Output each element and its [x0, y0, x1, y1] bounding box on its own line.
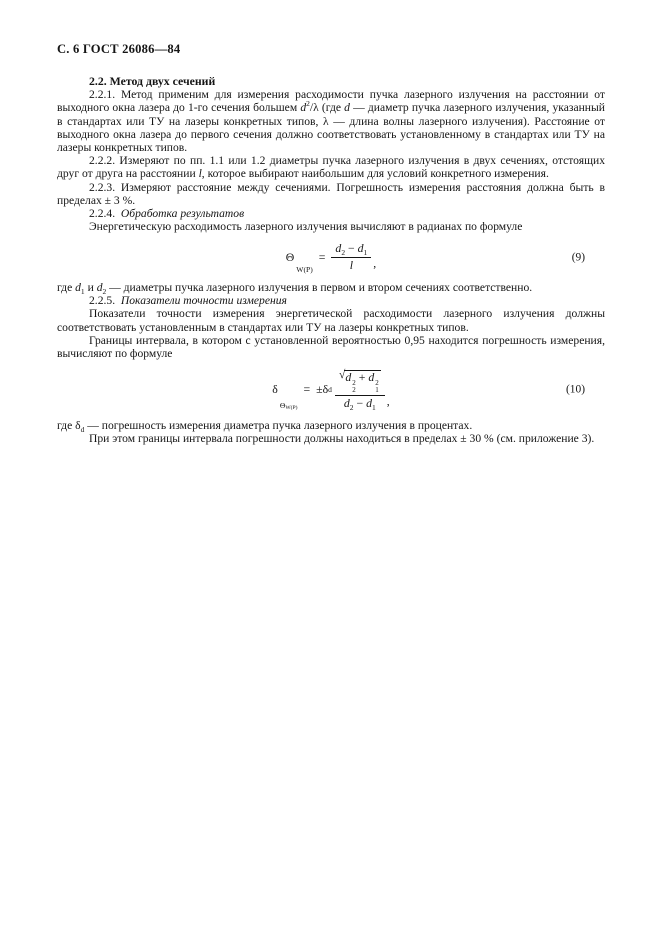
- var-d: d: [300, 101, 307, 115]
- var-d: d: [366, 396, 372, 411]
- paragraph-2-2-2: [57, 154, 605, 180]
- delta-d-subscript: d: [80, 424, 85, 434]
- page-header: С. 6 ГОСТ 26086—84: [57, 42, 181, 56]
- var-l: l: [349, 258, 353, 273]
- radicand: [344, 370, 380, 393]
- theta-symbol: Θ: [285, 249, 295, 264]
- paragraph-2-2-1-tail: — диаметр пучка лазерного излучения, указанный в стандартах или ТУ на лазеры конкретных типов, λ — длина волны лазерного излучения). Расстояние от выходного окна лазера до первого сечения должно соответствовать установленному в стандартах или ТУ на лазеры конкретных типов.: [57, 101, 605, 155]
- equals-sign: =: [318, 249, 326, 264]
- formula-9-number: (9): [571, 251, 585, 264]
- plus-minus-delta: ±δ: [316, 382, 329, 397]
- subscript-1: 1: [375, 385, 379, 394]
- subscript-2: 2: [102, 287, 107, 297]
- paragraph-where-9: [57, 281, 605, 297]
- var-d: d: [75, 281, 81, 295]
- subscript-1: 1: [363, 248, 368, 258]
- subscript-2: 2: [349, 403, 354, 413]
- delta-subscript: [280, 402, 298, 412]
- paragraph-2-2-5-b: Границы интервала, в котором с установленной вероятностью 0,95 находится погрешность измерения, вычисляют по формуле: [57, 333, 605, 361]
- sup-sub-d2: [352, 380, 356, 393]
- formula-comma: ,: [386, 394, 390, 409]
- heading-2-2-4-title: Обработка результатов: [120, 207, 245, 221]
- subscript-2: 2: [341, 248, 346, 258]
- var-d: d: [344, 101, 350, 115]
- delta-symbol: δ: [272, 382, 278, 397]
- where-9-tail: — диаметры пучка лазерного излучения в первом и втором сечениях соответственно.: [106, 281, 533, 295]
- square-root-icon: √: [338, 367, 346, 382]
- formula-10-number: (10): [566, 383, 585, 396]
- where-9-mid: и: [84, 281, 97, 295]
- heading-2-2-4-number: 2.2.4.: [89, 207, 116, 221]
- superscript-2: 2: [375, 379, 379, 388]
- var-d: d: [335, 241, 342, 256]
- paragraph-2-2-1-lead: 2.2.1. Метод применим для измерения расходимости пучка лазерного излучения на расстоянии от выходного окна лазера до 1-го сечения большем: [57, 88, 605, 115]
- fraction-9-denominator: [331, 258, 371, 272]
- paragraph-2-2-5-a: Показатели точности измерения энергетической расходимости лазерного излучения должны соответствовать установленным в стандартах или ТУ на лазеры конкретных типов.: [57, 307, 605, 334]
- fraction-10-numerator: [335, 367, 385, 396]
- section-title: 2.2. Метод двух сечений: [89, 74, 216, 88]
- paragraph-2-2-3: 2.2.3. Измеряют расстояние между сечениями. Погрешность измерения расстояния должна быть в пределах ± 3 %.: [57, 180, 605, 207]
- var-d: d: [368, 370, 375, 385]
- subscript-2: 2: [352, 385, 356, 394]
- var-d: d: [357, 241, 364, 256]
- equals-sign: =: [303, 382, 311, 397]
- where-9-lead: где: [57, 281, 76, 295]
- formula-comma: ,: [373, 256, 377, 271]
- var-d: d: [96, 281, 103, 295]
- radical: [338, 367, 381, 394]
- sup-sub-d1: [375, 380, 379, 393]
- minus-sign: −: [348, 241, 355, 256]
- heading-2-2-5-title: Показатели точности измерения: [120, 294, 287, 308]
- paragraph-last: При этом границы интервала погрешности должны находиться в пределах ± 30 % (см. приложение 3).: [89, 432, 595, 446]
- heading-2-2-4: [57, 207, 605, 220]
- subscript-1: 1: [371, 403, 376, 413]
- var-d: d: [345, 370, 352, 385]
- formula-10: [57, 368, 605, 412]
- where-10-lead: где: [57, 418, 76, 432]
- fraction-10: [335, 367, 385, 413]
- theta-subscript: W(P): [285, 405, 298, 412]
- fraction-9: [331, 243, 371, 272]
- paragraph-2-2-4: Энергетическую расходимость лазерного излучения вычисляют в радианах по формуле: [89, 220, 523, 234]
- where-10-tail: — погрешность измерения диаметра пучка лазерного излучения в процентах.: [84, 418, 473, 432]
- superscript-2: 2: [352, 379, 356, 388]
- paragraph-2-2-1: [57, 88, 605, 154]
- paragraph-where-10: [57, 419, 605, 432]
- var-l: l: [198, 167, 202, 181]
- theta-subscript: W(P): [296, 265, 313, 275]
- heading-2-2-5-number: 2.2.5.: [89, 294, 116, 308]
- paragraph-2-2-1-mid: /λ (где: [309, 101, 345, 115]
- formula-10-expression: δ $\Theta_{W(P)}$ = ±δ d √ d 2 2 + d 2 1 $d_2 - d_1$ ,: [272, 367, 390, 413]
- var-d: d: [343, 396, 350, 411]
- fraction-10-denominator: [335, 396, 385, 413]
- minus-sign: −: [356, 396, 364, 411]
- formula-9: [57, 241, 605, 274]
- theta-symbol: Θ: [279, 401, 286, 411]
- paragraph-2-2-2-lead: 2.2.2. Измеряют по пп. 1.1 или 1.2 диаметры пучка лазерного излучения в двух сечениях, отстоящих друг от друга на расстоянии: [57, 154, 605, 181]
- delta-symbol: δ: [75, 418, 81, 432]
- heading-2-2-5: [57, 294, 605, 307]
- paragraph-2-2-2-tail: , которое выбирают наибольшим для условий конкретного измерения.: [201, 167, 549, 181]
- fraction-9-numerator: [331, 243, 371, 258]
- subscript-1: 1: [80, 287, 85, 297]
- var-d-exponent: 2: [306, 99, 310, 109]
- formula-9-expression: [285, 241, 377, 275]
- plus-sign: +: [358, 370, 366, 385]
